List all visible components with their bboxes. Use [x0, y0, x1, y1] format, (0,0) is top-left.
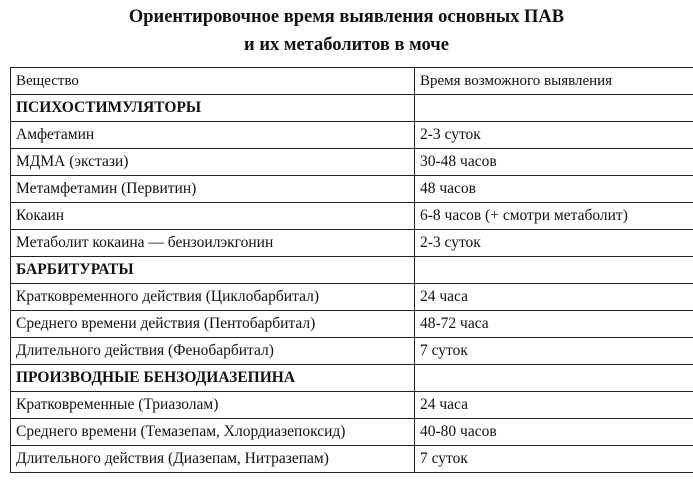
detection-time-cell: 7 суток	[415, 338, 693, 365]
substance-cell: Кокаин	[11, 203, 415, 230]
detection-time-cell	[415, 257, 693, 284]
header-substance: Вещество	[11, 68, 415, 95]
detection-time-cell: 7 суток	[415, 446, 693, 473]
table-row	[11, 419, 693, 446]
table-row	[11, 338, 693, 365]
page-title-line-2: и их метаболитов в моче	[244, 35, 449, 55]
detection-time-cell: 2-3 суток	[415, 230, 693, 257]
detection-time-cell: 6-8 часов (+ смотри метаболит)	[415, 203, 693, 230]
category-row	[11, 95, 693, 122]
substance-cell: МДМА (экстази)	[11, 149, 415, 176]
detection-time-cell	[415, 95, 693, 122]
table-row	[11, 392, 693, 419]
table-row	[11, 230, 693, 257]
table-row	[11, 446, 693, 473]
category-label: ПРОИЗВОДНЫЕ БЕНЗОДИАЗЕПИНА	[11, 365, 415, 392]
page-title-line-1: Ориентировочное время выявления основных ПАВ	[128, 7, 565, 27]
detection-time-cell: 48-72 часа	[415, 311, 693, 338]
category-row	[11, 257, 693, 284]
substance-cell: Длительного действия (Диазепам, Нитразепам)	[11, 446, 415, 473]
substance-cell: Среднего времени (Темазепам, Хлордиазепоксид)	[11, 419, 415, 446]
detection-time-cell: 24 часа	[415, 392, 693, 419]
table-row	[11, 176, 693, 203]
table-header-row	[11, 68, 693, 95]
detection-time-cell: 30-48 часов	[415, 149, 693, 176]
table-row	[11, 284, 693, 311]
substance-cell: Амфетамин	[11, 122, 415, 149]
substance-cell: Среднего времени действия (Пентобарбитал)	[11, 311, 415, 338]
detection-time-cell: 24 часа	[415, 284, 693, 311]
table-row	[11, 311, 693, 338]
detection-time-cell: 40-80 часов	[415, 419, 693, 446]
substance-cell: Кратковременные (Триазолам)	[11, 392, 415, 419]
substance-cell: Метамфетамин (Первитин)	[11, 176, 415, 203]
header-detection-time: Время возможного выявления	[415, 68, 693, 95]
table-row	[11, 203, 693, 230]
table-row	[11, 122, 693, 149]
category-label: ПСИХОСТИМУЛЯТОРЫ	[11, 95, 415, 122]
substance-cell: Кратковременного действия (Циклобарбитал)	[11, 284, 415, 311]
category-label: БАРБИТУРАТЫ	[11, 257, 415, 284]
detection-time-cell	[415, 365, 693, 392]
substance-cell: Длительного действия (Фенобарбитал)	[11, 338, 415, 365]
category-row	[11, 365, 693, 392]
substance-cell: Метаболит кокаина — бензоилэкгонин	[11, 230, 415, 257]
detection-time-table	[10, 67, 693, 473]
detection-time-cell: 48 часов	[415, 176, 693, 203]
detection-time-cell: 2-3 суток	[415, 122, 693, 149]
table-row	[11, 149, 693, 176]
